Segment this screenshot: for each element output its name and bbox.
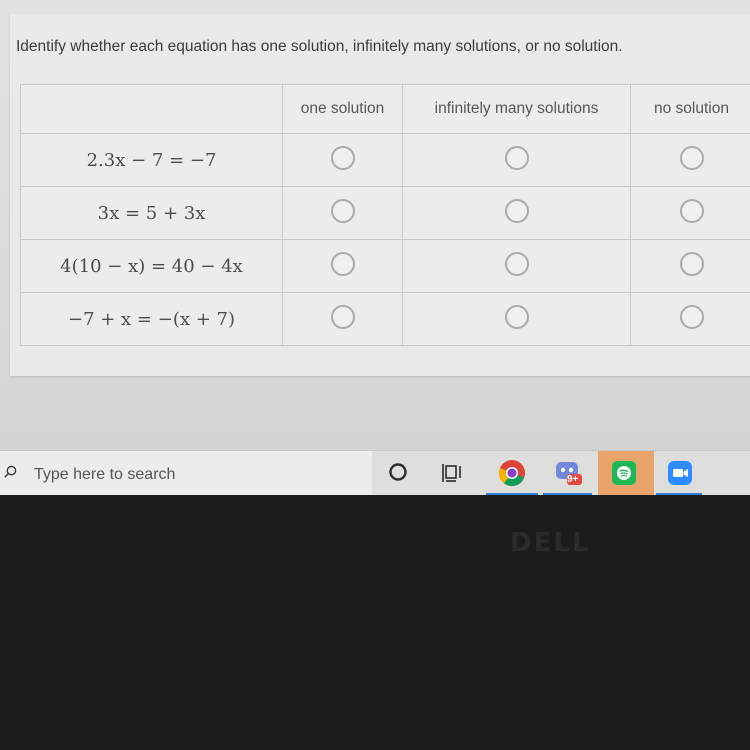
radio-infinitely-many[interactable] (505, 199, 529, 223)
radio-infinitely-many[interactable] (505, 305, 529, 329)
spotify-icon[interactable] (611, 459, 639, 487)
search-icon (4, 465, 17, 478)
equation: 2.3x − 7 = −7 (86, 149, 217, 171)
answer-table (20, 84, 750, 346)
chrome-running-indicator (486, 493, 538, 495)
table-row (21, 240, 750, 293)
header-one-solution: one solution (283, 85, 403, 134)
taskbar (0, 450, 750, 495)
discord-badge: 9+ (567, 474, 579, 485)
task-view-icon[interactable] (441, 462, 465, 484)
table-header-row (21, 85, 750, 134)
radio-no-solution[interactable] (680, 199, 704, 223)
header-infinitely-many: infinitely many solutions (403, 85, 631, 134)
taskbar-search-box[interactable] (0, 451, 372, 495)
radio-one-solution[interactable] (331, 252, 355, 276)
radio-no-solution[interactable] (680, 305, 704, 329)
discord-running-indicator (543, 493, 592, 495)
radio-infinitely-many[interactable] (505, 252, 529, 276)
radio-one-solution[interactable] (331, 146, 355, 170)
header-no-solution: no solution (631, 85, 750, 134)
zoom-icon[interactable] (667, 459, 695, 487)
radio-infinitely-many[interactable] (505, 146, 529, 170)
equation: 4(10 − x) = 40 − 4x (60, 255, 243, 277)
equation: 3x = 5 + 3x (97, 202, 206, 224)
radio-one-solution[interactable] (331, 199, 355, 223)
radio-no-solution[interactable] (680, 252, 704, 276)
table-row (21, 293, 750, 346)
radio-one-solution[interactable] (331, 305, 355, 329)
laptop-logo: DELL (510, 528, 591, 558)
equation: −7 + x = −(x + 7) (68, 308, 235, 330)
chrome-icon[interactable] (498, 459, 526, 487)
question-prompt: Identify whether each equation has one solution, infinitely many solutions, or no solution. (16, 38, 623, 55)
header-equation (21, 85, 283, 134)
search-placeholder: Type here to search (34, 466, 176, 483)
zoom-running-indicator (656, 493, 702, 495)
table-row (21, 187, 750, 240)
cortana-icon[interactable] (387, 461, 409, 483)
table-row (21, 134, 750, 187)
radio-no-solution[interactable] (680, 146, 704, 170)
